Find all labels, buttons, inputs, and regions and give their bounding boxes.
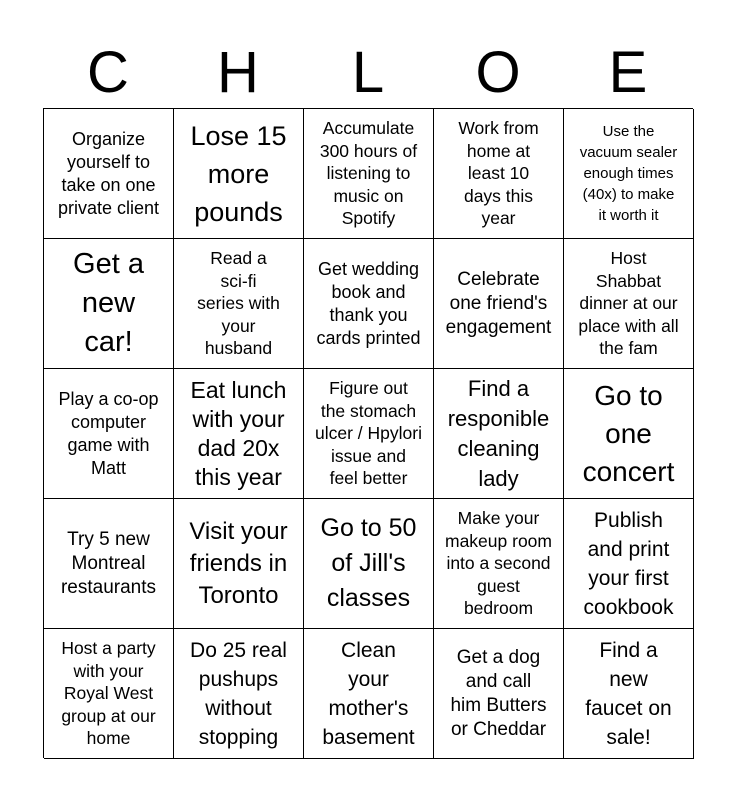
bingo-cell-r4-c5: [564, 499, 694, 629]
bingo-header: [43, 38, 693, 108]
cell-text: Organize yourself to take on one private client: [57, 128, 160, 218]
cell-text: Go to 50 of Jill's classes: [320, 514, 417, 612]
bingo-cell-r1-c5: [564, 109, 694, 239]
bingo-cell-r5-c2: [174, 629, 304, 759]
bingo-cell-r2-c2: [174, 239, 304, 369]
cell-text: Get a new car!: [73, 248, 144, 358]
cell-text: Publish and print your first cookbook: [583, 508, 674, 619]
cell-text: Lose 15 more pounds: [190, 120, 287, 227]
bingo-grid: [43, 108, 693, 758]
bingo-cell-r5-c5: [564, 629, 694, 759]
cell-text: Clean your mother's basement: [322, 638, 415, 749]
bingo-cell-r3-c4: [434, 369, 564, 499]
cell-text: Get a dog and call him Butters or Cheddar: [450, 646, 547, 740]
cell-text: Play a co-op computer game with Matt: [58, 388, 159, 478]
bingo-cell-r4-c2: [174, 499, 304, 629]
header-letter-e: E: [608, 40, 648, 105]
cell-text: Work from home at least 10 days this year: [458, 118, 539, 229]
bingo-cell-r5-c4: [434, 629, 564, 759]
cell-text: Find a new faucet on sale!: [585, 638, 672, 749]
cell-text: Find a responible cleaning lady: [447, 375, 550, 491]
bingo-cell-r3-c3: [304, 369, 434, 499]
bingo-cell-r5-c1: [44, 629, 174, 759]
cell-text: Read a sci-fi series with your husband: [197, 248, 280, 359]
bingo-cell-r1-c3: [304, 109, 434, 239]
cell-text: Figure out the stomach ulcer / Hpylori issue and feel better: [315, 378, 422, 489]
bingo-cell-r2-c1: [44, 239, 174, 369]
bingo-cell-r1-c2: [174, 109, 304, 239]
cell-text: Get wedding book and thank you cards printed: [316, 258, 421, 348]
bingo-cell-r4-c4: [434, 499, 564, 629]
bingo-cell-r2-c3: [304, 239, 434, 369]
bingo-cell-r5-c3: [304, 629, 434, 759]
bingo-cell-r1-c1: [44, 109, 174, 239]
bingo-cell-r4-c3: [304, 499, 434, 629]
header-letter-o: O: [475, 40, 521, 105]
cell-text: Celebrate one friend's engagement: [445, 268, 552, 338]
cell-text: Go to one concert: [582, 379, 675, 487]
bingo-cell-r2-c4: [434, 239, 564, 369]
bingo-cell-r3-c1: [44, 369, 174, 499]
bingo-cell-r3-c2: [174, 369, 304, 499]
bingo-cell-r2-c5: [564, 239, 694, 369]
cell-text: Do 25 real pushups without stopping: [190, 638, 287, 749]
cell-text: Use the vacuum sealer enough times (40x) to make it worth it: [579, 123, 678, 224]
header-letter-l: L: [351, 40, 385, 105]
cell-text: Visit your friends in Toronto: [189, 517, 288, 609]
cell-text: Host a party with your Royal West group at our home: [61, 638, 156, 749]
bingo-cell-r3-c5: [564, 369, 694, 499]
bingo-cell-r4-c1: [44, 499, 174, 629]
cell-text: Try 5 new Montreal restaurants: [60, 528, 157, 598]
cell-text: Make your makeup room into a second guest bedroom: [445, 508, 552, 619]
header-letter-c: C: [87, 40, 129, 105]
header-letter-h: H: [217, 40, 259, 105]
bingo-cell-r1-c4: [434, 109, 564, 239]
cell-text: Eat lunch with your dad 20x this year: [190, 376, 287, 490]
cell-text: Host Shabbat dinner at our place with all the fam: [578, 248, 679, 359]
cell-text: Accumulate 300 hours of listening to music on Spotify: [319, 118, 418, 229]
